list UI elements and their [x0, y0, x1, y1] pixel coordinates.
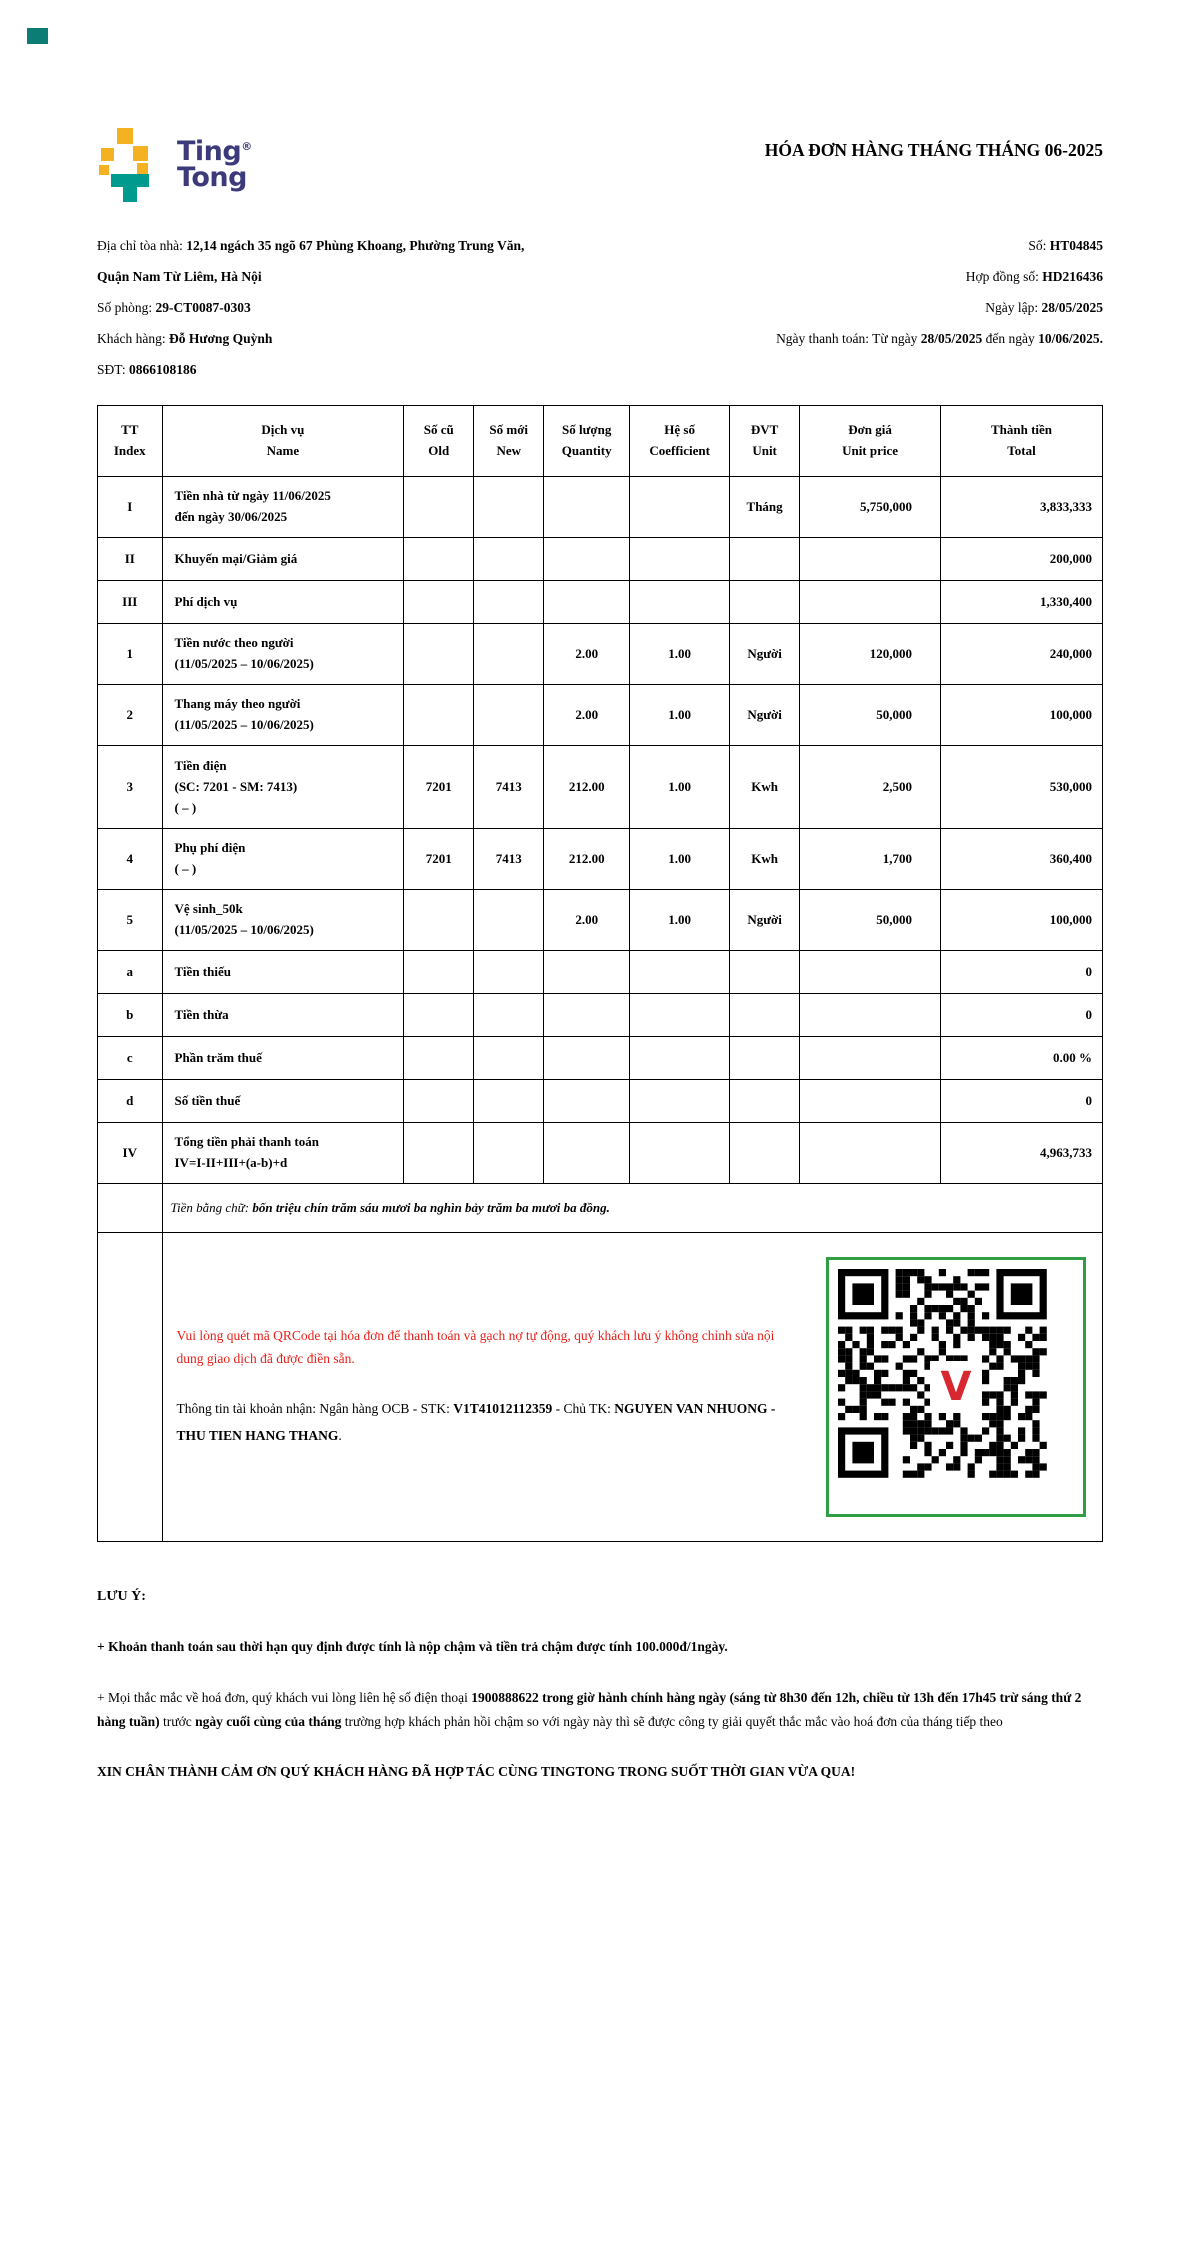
- table-row: [98, 685, 1103, 746]
- table-cell: 2.00: [544, 624, 630, 685]
- table-cell: [730, 581, 800, 624]
- text-segment: đến ngày: [982, 331, 1039, 347]
- table-header-row: [98, 406, 1103, 477]
- service-name-line: Phí dịch vụ: [174, 593, 238, 609]
- table-cell: [474, 1123, 544, 1184]
- table-cell: 4,963,733: [941, 1123, 1103, 1184]
- table-cell: [800, 581, 941, 624]
- table-cell: [162, 685, 404, 746]
- corner-teal-mark: [27, 28, 48, 44]
- table-cell: 5: [98, 890, 163, 951]
- tingtong-wordmark: Ting® Tong: [177, 136, 252, 193]
- footer-note-1: [97, 1635, 1103, 1659]
- text-segment: 10/06/2025.: [1038, 331, 1103, 347]
- table-cell: Người: [730, 685, 800, 746]
- table-cell: c: [98, 1037, 163, 1080]
- header-info: [97, 230, 1103, 385]
- header-info-right: [623, 230, 1103, 385]
- table-cell: III: [98, 581, 163, 624]
- text-segment: Địa chỉ tòa nhà:: [97, 238, 187, 253]
- service-name-line: Tiền nhà từ ngày 11/06/2025: [174, 488, 331, 504]
- service-name-line: ( – ): [174, 861, 197, 877]
- table-cell: 7413: [474, 746, 544, 829]
- text-segment: .: [338, 1428, 342, 1444]
- text-segment: - Chủ TK:: [552, 1401, 615, 1417]
- table-cell: 0.00 %: [941, 1037, 1103, 1080]
- table-cell: d: [98, 1080, 163, 1123]
- column-header: ĐVT Unit: [730, 406, 800, 477]
- table-cell: 100,000: [941, 890, 1103, 951]
- payment-texts: [177, 1325, 797, 1449]
- table-cell: [544, 1037, 630, 1080]
- table-cell: 0: [941, 951, 1103, 994]
- column-header: TT Index: [98, 406, 163, 477]
- service-name-line: (11/05/2025 – 10/06/2025): [174, 922, 314, 938]
- table-cell: [162, 581, 404, 624]
- footer-note-2: [97, 1686, 1103, 1735]
- qr-center-logo: V: [930, 1361, 982, 1413]
- table-cell: 7201: [404, 746, 474, 829]
- text-segment: 12,14 ngách 35 ngõ 67 Phùng Khoang, Phường Trung Văn, Quận Nam Từ Liêm, Hà Nội: [97, 238, 525, 285]
- text-segment: Số:: [1028, 238, 1050, 253]
- table-cell: [162, 538, 404, 581]
- table-cell: [404, 1037, 474, 1080]
- text-segment: Ngày lập:: [985, 300, 1042, 316]
- footer-notes: [97, 1584, 1103, 1784]
- table-cell: [800, 1080, 941, 1123]
- text-segment: SĐT:: [97, 362, 129, 378]
- table-cell: Tháng: [730, 477, 800, 538]
- account-info: [177, 1395, 797, 1449]
- table-cell: [544, 538, 630, 581]
- table-cell: [162, 477, 404, 538]
- table-cell: [474, 685, 544, 746]
- invoice-table-body: [98, 477, 1103, 1542]
- text-segment: Thông tin tài khoản nhận: Ngân hàng OCB - STK:: [176, 1401, 454, 1417]
- table-cell: I: [98, 477, 163, 538]
- service-name-line: ( – ): [174, 799, 197, 815]
- info-line: [623, 230, 1103, 261]
- table-cell: [630, 1037, 730, 1080]
- qr-code: [826, 1257, 1086, 1517]
- footer-note-heading: LƯU Ý:: [97, 1589, 146, 1605]
- table-cell: [98, 1233, 163, 1542]
- text-segment: trường hợp khách phản hồi chậm so với ngày này thì sẽ được công ty giải quyết thắc mắc vào hoá đơn của tháng tiếp theo: [341, 1714, 1003, 1730]
- table-cell: 240,000: [941, 624, 1103, 685]
- table-cell: [800, 951, 941, 994]
- text-segment: 0866108186: [128, 362, 197, 378]
- table-cell: [730, 994, 800, 1037]
- text-segment: 1900888622 trong giờ hành chính hàng ngày (sáng từ 8h30 đến 12h, chiều từ 13h đến 17h45 trừ sáng thứ 2 hàng tuần): [97, 1689, 1082, 1730]
- table-cell: [630, 477, 730, 538]
- text-segment: Đỗ Hương Quỳnh: [168, 331, 273, 347]
- invoice-table: [97, 405, 1103, 1542]
- text-segment: 29-CT0087-0303: [155, 300, 251, 316]
- table-cell: [730, 1037, 800, 1080]
- table-cell: [544, 1080, 630, 1123]
- table-cell: 2.00: [544, 685, 630, 746]
- info-line: [623, 323, 1103, 354]
- invoice-table-head: [98, 406, 1103, 477]
- amount-in-words-row: [98, 1184, 1103, 1233]
- table-cell: [474, 951, 544, 994]
- column-header: Hệ số Coefficient: [630, 406, 730, 477]
- text-segment: trước: [159, 1714, 196, 1730]
- table-cell: 7413: [474, 829, 544, 890]
- service-name-line: Vệ sinh_50k: [174, 901, 243, 917]
- qr-scan-notice: Vui lòng quét mã QRCode tại hóa đơn để thanh toán và gạch nợ tự động, quý khách lưu ý không chỉnh sửa nội dung giao dịch đã được điền sẵn.: [176, 1328, 775, 1367]
- service-name-line: Số tiền thuế: [174, 1092, 241, 1108]
- table-cell: Người: [730, 890, 800, 951]
- table-cell: [404, 685, 474, 746]
- table-cell: [474, 538, 544, 581]
- table-cell: [162, 1233, 1103, 1542]
- table-cell: [800, 994, 941, 1037]
- table-row: [98, 538, 1103, 581]
- table-cell: [474, 994, 544, 1037]
- footer-closing: XIN CHÂN THÀNH CẢM ƠN QUÝ KHÁCH HÀNG ĐÃ HỢP TÁC CÙNG TINGTONG TRONG SUỐT THỜI GIAN VỪA QUA!: [97, 1764, 856, 1780]
- table-cell: [404, 477, 474, 538]
- table-cell: [544, 951, 630, 994]
- info-line: [97, 230, 557, 292]
- table-cell: [162, 994, 404, 1037]
- table-cell: a: [98, 951, 163, 994]
- table-cell: [404, 1080, 474, 1123]
- table-cell: [800, 1123, 941, 1184]
- text-segment: NGUYEN VAN NHUONG - THU TIEN HANG THANG: [176, 1401, 776, 1444]
- column-header: Dịch vụ Name: [162, 406, 404, 477]
- service-name-line: (11/05/2025 – 10/06/2025): [174, 717, 314, 733]
- table-row: [98, 1037, 1103, 1080]
- table-cell: [730, 1080, 800, 1123]
- table-cell: 360,400: [941, 829, 1103, 890]
- table-cell: [162, 890, 404, 951]
- text-segment: Tiền bằng chữ:: [170, 1200, 253, 1216]
- text-segment: HT04845: [1049, 238, 1103, 253]
- table-cell: [404, 624, 474, 685]
- text-segment: HD216436: [1042, 269, 1103, 285]
- table-cell: [474, 581, 544, 624]
- column-header: Thành tiền Total: [941, 406, 1103, 477]
- service-name-line: đến ngày 30/06/2025: [174, 509, 288, 525]
- info-line: [623, 292, 1103, 323]
- table-cell: Kwh: [730, 829, 800, 890]
- text-segment: Số phòng:: [97, 300, 156, 316]
- table-cell: 212.00: [544, 746, 630, 829]
- table-cell: 1,700: [800, 829, 941, 890]
- table-cell: 50,000: [800, 685, 941, 746]
- table-cell: [800, 538, 941, 581]
- table-cell: IV: [98, 1123, 163, 1184]
- table-cell: [98, 1184, 163, 1233]
- table-cell: [544, 477, 630, 538]
- table-cell: 212.00: [544, 829, 630, 890]
- table-cell: [162, 746, 404, 829]
- table-cell: [800, 1037, 941, 1080]
- text-segment: Hợp đồng số:: [965, 269, 1043, 285]
- table-cell: [404, 951, 474, 994]
- table-cell: [730, 951, 800, 994]
- table-row: [98, 746, 1103, 829]
- table-cell: 1.00: [630, 685, 730, 746]
- service-name-line: Khuyến mại/Giảm giá: [174, 550, 298, 566]
- text-segment: V1T41012112359: [453, 1401, 553, 1417]
- table-cell: 7201: [404, 829, 474, 890]
- service-name-line: Tiền thừa: [174, 1006, 229, 1022]
- table-cell: [162, 624, 404, 685]
- table-cell: 0: [941, 1080, 1103, 1123]
- table-cell: 2: [98, 685, 163, 746]
- table-cell: [404, 538, 474, 581]
- table-cell: Người: [730, 624, 800, 685]
- table-cell: 1,330,400: [941, 581, 1103, 624]
- qr-row-layout: [171, 1237, 1095, 1537]
- table-row: [98, 951, 1103, 994]
- info-line: [97, 323, 557, 354]
- top-row: [97, 128, 1103, 202]
- table-cell: 1.00: [630, 829, 730, 890]
- table-cell: [630, 951, 730, 994]
- qr-payment-row: [98, 1233, 1103, 1542]
- info-line: [97, 354, 557, 385]
- table-cell: [404, 581, 474, 624]
- service-name-line: Phụ phí điện: [174, 840, 246, 856]
- text-segment: Khách hàng:: [97, 331, 169, 347]
- table-row: [98, 829, 1103, 890]
- table-cell: [474, 1080, 544, 1123]
- table-cell: 3,833,333: [941, 477, 1103, 538]
- table-cell: [162, 1184, 1103, 1233]
- table-cell: [162, 951, 404, 994]
- table-cell: 3: [98, 746, 163, 829]
- text-segment: 28/05/2025: [920, 331, 983, 347]
- table-cell: [474, 890, 544, 951]
- table-cell: [162, 829, 404, 890]
- table-cell: Kwh: [730, 746, 800, 829]
- table-row: [98, 1080, 1103, 1123]
- text-segment: + Khoản thanh toán sau thời hạn quy định được tính là nộp chậm và tiền trả chậm được tính 100.000đ/1ngày.: [97, 1639, 728, 1655]
- text-segment: bốn triệu chín trăm sáu mươi ba nghìn bảy trăm ba mươi ba đồng.: [252, 1200, 610, 1216]
- table-cell: [474, 477, 544, 538]
- table-cell: [404, 994, 474, 1037]
- table-cell: [404, 1123, 474, 1184]
- column-header: Số cũ Old: [404, 406, 474, 477]
- text-segment: Ngày thanh toán: Từ ngày: [776, 331, 921, 347]
- table-cell: [544, 994, 630, 1037]
- table-cell: 200,000: [941, 538, 1103, 581]
- table-cell: [474, 1037, 544, 1080]
- table-cell: 1.00: [630, 624, 730, 685]
- table-cell: [730, 538, 800, 581]
- tingtong-logo-icon: [99, 128, 163, 202]
- text-segment: ngày cuối cùng của tháng: [195, 1714, 342, 1730]
- table-cell: [162, 1080, 404, 1123]
- service-name-line: Thang máy theo người: [174, 696, 301, 712]
- service-name-line: Phần trăm thuế: [174, 1049, 262, 1065]
- text-segment: 28/05/2025: [1041, 300, 1103, 316]
- service-name-line: Tổng tiền phải thanh toán: [174, 1134, 319, 1150]
- service-name-line: Tiền thiếu: [174, 963, 231, 979]
- table-row: [98, 624, 1103, 685]
- invoice-title: HÓA ĐƠN HÀNG THÁNG THÁNG 06-2025: [764, 140, 1103, 160]
- service-name-line: IV=I-II+III+(a-b)+d: [174, 1155, 288, 1171]
- header-info-left: [97, 230, 557, 385]
- table-cell: 100,000: [941, 685, 1103, 746]
- table-cell: 4: [98, 829, 163, 890]
- service-name-line: (SC: 7201 - SM: 7413): [174, 778, 298, 794]
- column-header: Số mới New: [474, 406, 544, 477]
- table-cell: II: [98, 538, 163, 581]
- invoice-content: [97, 128, 1103, 1785]
- table-cell: 2.00: [544, 890, 630, 951]
- table-cell: 120,000: [800, 624, 941, 685]
- table-cell: [630, 581, 730, 624]
- table-cell: 1.00: [630, 890, 730, 951]
- table-cell: 0: [941, 994, 1103, 1037]
- table-cell: 1.00: [630, 746, 730, 829]
- info-line: [97, 292, 557, 323]
- table-cell: 530,000: [941, 746, 1103, 829]
- table-row: [98, 477, 1103, 538]
- table-row: [98, 581, 1103, 624]
- table-cell: 5,750,000: [800, 477, 941, 538]
- table-cell: [630, 994, 730, 1037]
- table-row: [98, 994, 1103, 1037]
- column-header: Số lượng Quantity: [544, 406, 630, 477]
- table-cell: 1: [98, 624, 163, 685]
- table-cell: [474, 624, 544, 685]
- table-cell: [630, 1080, 730, 1123]
- column-header: Đơn giá Unit price: [800, 406, 941, 477]
- table-row: [98, 1123, 1103, 1184]
- table-cell: [730, 1123, 800, 1184]
- service-name-line: Tiền nước theo người: [174, 635, 294, 651]
- table-cell: [544, 581, 630, 624]
- table-cell: 2,500: [800, 746, 941, 829]
- registered-mark: ®: [241, 140, 252, 154]
- service-name-line: Tiền điện: [174, 758, 227, 774]
- service-name-line: (11/05/2025 – 10/06/2025): [174, 656, 314, 672]
- table-cell: [544, 1123, 630, 1184]
- tingtong-logo: [99, 128, 252, 202]
- table-cell: [630, 538, 730, 581]
- table-cell: [162, 1123, 404, 1184]
- info-line: [623, 261, 1103, 292]
- table-cell: [404, 890, 474, 951]
- table-cell: [162, 1037, 404, 1080]
- table-row: [98, 890, 1103, 951]
- table-cell: b: [98, 994, 163, 1037]
- table-cell: 50,000: [800, 890, 941, 951]
- table-cell: [630, 1123, 730, 1184]
- text-segment: + Mọi thắc mắc về hoá đơn, quý khách vui lòng liên hệ số điện thoại: [97, 1689, 472, 1705]
